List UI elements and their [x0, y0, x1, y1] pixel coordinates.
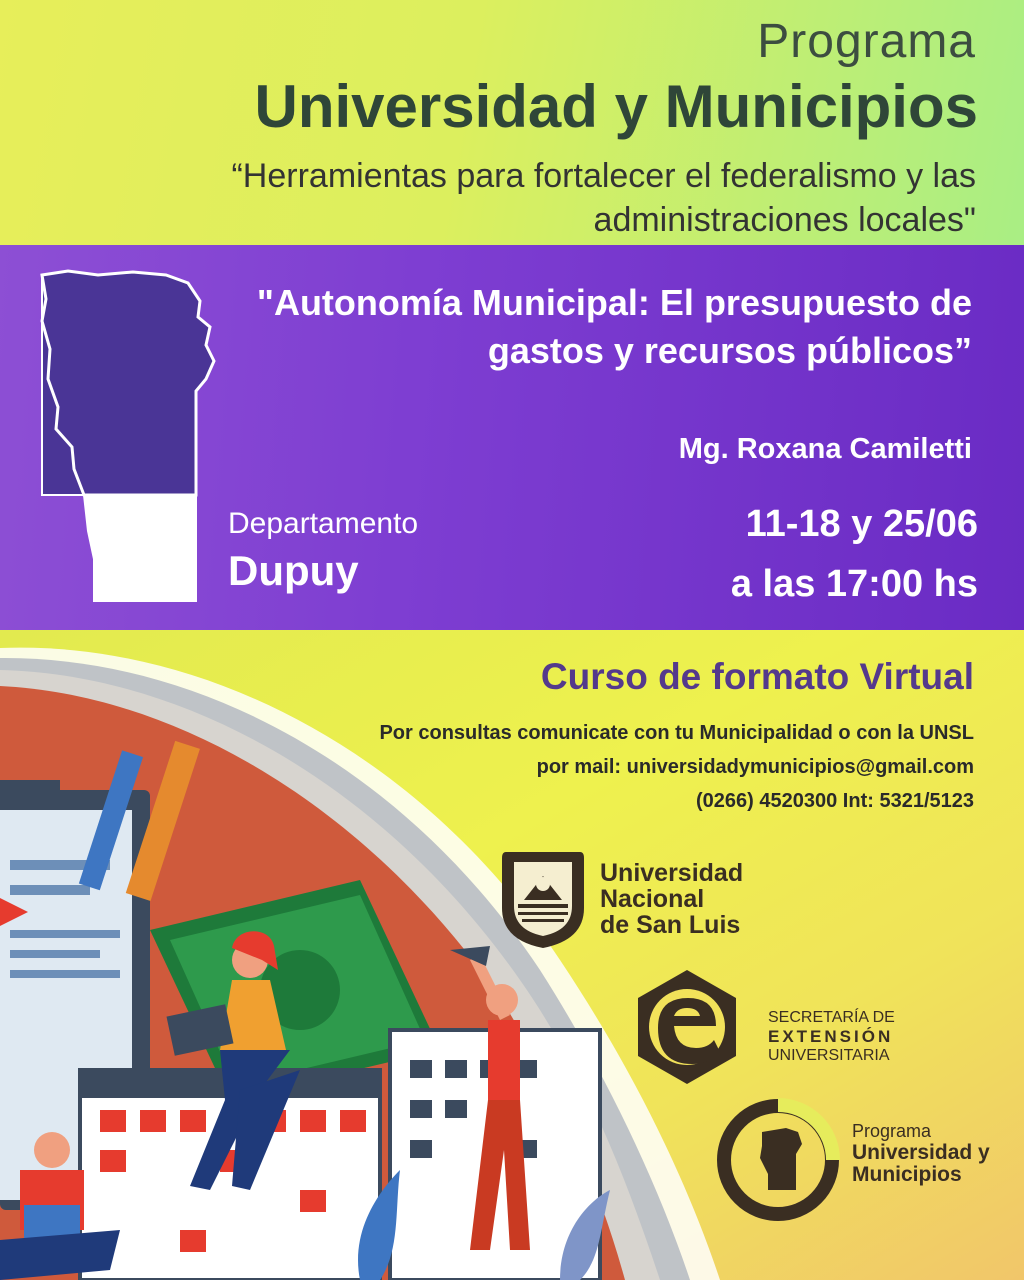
info-section: [0, 630, 1024, 1280]
program-label: Programa: [757, 15, 976, 68]
program-logo-name: [852, 1120, 990, 1186]
extension-logo: [628, 968, 928, 1098]
contact-phone: (0266) 4520300 Int: 5321/5123: [696, 790, 974, 812]
program-logo-line: Programa: [852, 1121, 932, 1141]
extension-e-icon: [628, 968, 746, 1086]
program-subtitle: “Herramientas para fortalecer el federalismo y las administraciones locales": [231, 157, 976, 239]
san-luis-map-icon: [38, 269, 218, 609]
department-label: Departamento: [228, 507, 419, 540]
unsl-name: [600, 860, 743, 938]
unsl-name-line: de San Luis: [600, 911, 741, 939]
course-time: a las 17:00 hs: [730, 563, 978, 605]
course-dates: 11-18 y 25/06: [745, 503, 978, 545]
program-logo-line: Universidad y: [852, 1141, 990, 1164]
program-logo-line: Municipios: [852, 1163, 962, 1186]
extension-name-line: SECRETARÍA DE: [768, 1009, 895, 1026]
program-title: Universidad y Municipios: [254, 73, 978, 140]
header-banner: [0, 0, 1024, 245]
unsl-logo: [498, 848, 798, 958]
extension-name-line: UNIVERSITARIA: [768, 1047, 890, 1064]
course-banner: [0, 245, 1024, 630]
extension-name: [768, 1008, 895, 1065]
contact-email: por mail: universidadymunicipios@gmail.com: [536, 756, 974, 778]
extension-name-line: EXTENSIÓN: [768, 1027, 894, 1046]
contact-line: Por consultas comunicate con tu Municipalidad o con la UNSL: [379, 722, 974, 744]
unsl-name-line: Universidad: [600, 859, 744, 887]
speaker-name: Mg. Roxana Camiletti: [678, 433, 972, 465]
program-ring-icon: [716, 1098, 840, 1222]
unsl-name-line: Nacional: [600, 885, 705, 913]
course-format: Curso de formato Virtual: [540, 656, 974, 697]
contact-info: [254, 716, 974, 818]
department-name: Dupuy: [228, 547, 359, 594]
course-title: "Autonomía Municipal: El presupuesto de gastos y recursos públicos”: [256, 282, 972, 371]
program-logo: [716, 1098, 1016, 1228]
unsl-shield-icon: [498, 848, 588, 952]
